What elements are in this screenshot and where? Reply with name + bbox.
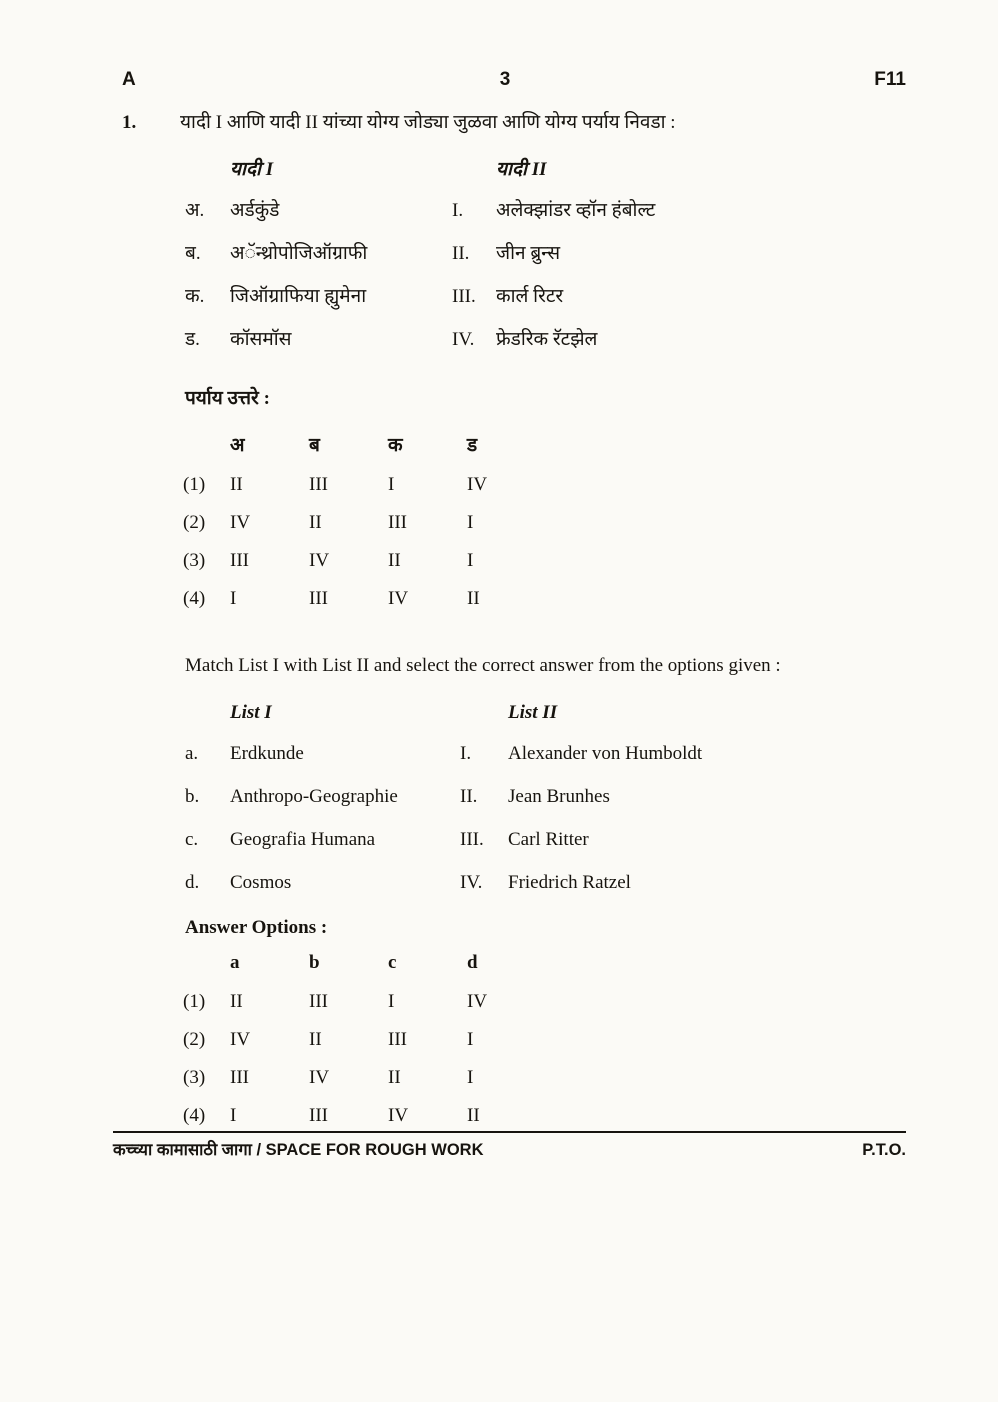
marathi-match-row — [185, 242, 906, 265]
list2-item-label: I. — [452, 200, 464, 221]
english-match-row — [185, 785, 906, 808]
marathi-match-row — [185, 285, 906, 308]
list1-item-label: c. — [185, 829, 199, 850]
option-value: I — [230, 588, 237, 609]
option-value: III — [309, 991, 328, 1012]
marathi-match-row — [185, 328, 906, 351]
option-value: II — [388, 550, 401, 571]
list2-item-text: Carl Ritter — [508, 829, 589, 850]
option-value: I — [467, 1029, 474, 1050]
option-value: IV — [467, 474, 488, 495]
option-number: (3) — [183, 1067, 206, 1088]
english-match-row — [185, 742, 906, 765]
option-value: IV — [388, 588, 409, 609]
options-column-header: a — [230, 952, 240, 973]
option-number: (2) — [183, 512, 206, 533]
options-column-header: d — [467, 952, 478, 973]
option-value: III — [309, 474, 328, 495]
list1-item-text: Cosmos — [230, 872, 292, 893]
options-column-header: b — [309, 952, 320, 973]
list2-item-text: Jean Brunhes — [508, 786, 610, 807]
option-number: (4) — [183, 1105, 206, 1126]
list1-item-text: अर्डकुंडे — [230, 200, 280, 221]
list2-item-text: Alexander von Humboldt — [508, 743, 703, 764]
pto-label: P.T.O. — [862, 1141, 906, 1159]
option-value: IV — [230, 512, 251, 533]
options-column-header: क — [388, 435, 403, 456]
option-number: (1) — [183, 991, 206, 1012]
option-value: IV — [388, 1105, 409, 1126]
marathi-options-columns — [183, 434, 906, 457]
list1-item-label: d. — [185, 872, 200, 893]
list2-item-text: Friedrich Ratzel — [508, 872, 631, 893]
option-number: (1) — [183, 474, 206, 495]
list2-item-label: IV. — [452, 329, 475, 350]
list1-item-text: जिऑग्राफिया ह्युमेना — [230, 286, 367, 307]
set-code: A — [122, 69, 136, 90]
list1-item-label: a. — [185, 743, 199, 764]
option-row — [183, 1028, 906, 1051]
option-row — [183, 587, 906, 610]
english-list-titles — [185, 701, 906, 724]
options-column-header: अ — [230, 435, 245, 456]
rough-work-label: कच्च्या कामासाठी जागा / SPACE FOR ROUGH WORK — [113, 1141, 484, 1159]
page-header — [122, 68, 906, 91]
option-value: I — [388, 991, 395, 1012]
question-row — [122, 111, 906, 134]
option-value: IV — [309, 1067, 330, 1088]
marathi-options-table — [183, 434, 906, 610]
page-number: 3 — [499, 69, 511, 90]
list1-item-text: Geografia Humana — [230, 829, 376, 850]
english-list1-title: List I — [230, 702, 272, 723]
list1-item-label: क. — [185, 286, 205, 307]
option-value: IV — [230, 1029, 251, 1050]
list2-item-label: II. — [460, 786, 478, 807]
option-value: I — [467, 512, 474, 533]
option-value: II — [467, 1105, 480, 1126]
option-value: I — [467, 1067, 474, 1088]
english-match-section — [185, 701, 906, 894]
option-value: III — [309, 1105, 328, 1126]
marathi-list-titles — [185, 158, 906, 181]
option-value: II — [467, 588, 480, 609]
list2-item-label: II. — [452, 243, 470, 264]
option-row — [183, 990, 906, 1013]
option-value: III — [309, 588, 328, 609]
english-options-table — [183, 951, 906, 1127]
option-value: I — [467, 550, 474, 571]
list2-item-label: III. — [460, 829, 484, 850]
option-row — [183, 1104, 906, 1127]
options-column-header: c — [388, 952, 397, 973]
english-options-columns — [183, 951, 906, 974]
option-value: III — [230, 550, 249, 571]
paper-code: F11 — [874, 69, 906, 90]
option-value: IV — [309, 550, 330, 571]
english-options-heading: Answer Options : — [185, 917, 328, 938]
option-row — [183, 473, 906, 496]
option-number: (3) — [183, 550, 206, 571]
list2-item-text: कार्ल रिटर — [496, 286, 564, 307]
english-list2-title: List II — [508, 702, 558, 723]
page-footer — [113, 1131, 906, 1162]
option-value: IV — [467, 991, 488, 1012]
option-value: I — [388, 474, 395, 495]
option-row — [183, 549, 906, 572]
list2-item-label: I. — [460, 743, 472, 764]
list1-item-label: ब. — [185, 243, 201, 264]
list2-item-text: फ्रेडरिक रॅटझेल — [496, 329, 598, 350]
english-match-row — [185, 871, 906, 894]
marathi-list2-title: यादी II — [496, 159, 547, 180]
option-value: II — [230, 991, 243, 1012]
list1-item-label: अ. — [185, 200, 205, 221]
options-column-header: ब — [309, 435, 320, 456]
option-value: II — [309, 512, 322, 533]
option-value: II — [230, 474, 243, 495]
list2-item-label: IV. — [460, 872, 483, 893]
option-value: III — [388, 1029, 407, 1050]
option-value: II — [309, 1029, 322, 1050]
list1-item-text: Erdkunde — [230, 743, 304, 764]
marathi-options-heading: पर्याय उत्तरे : — [185, 388, 270, 409]
list1-item-text: Anthropo-Geographie — [230, 786, 398, 807]
list1-item-text: कॉसमॉस — [230, 329, 292, 350]
list2-item-label: III. — [452, 286, 476, 307]
question-prompt-marathi: यादी I आणि यादी II यांच्या योग्य जोड्या जुळवा आणि योग्य पर्याय निवडा : — [180, 112, 676, 133]
option-value: III — [230, 1067, 249, 1088]
list1-item-text: अॅन्थ्रोपोजिऑग्राफी — [230, 243, 368, 264]
option-number: (2) — [183, 1029, 206, 1050]
option-value: I — [230, 1105, 237, 1126]
option-number: (4) — [183, 588, 206, 609]
marathi-match-section — [185, 158, 906, 351]
list2-item-text: अलेक्झांडर व्हॉन हंबोल्ट — [496, 200, 656, 221]
english-match-row — [185, 828, 906, 851]
list1-item-label: b. — [185, 786, 200, 807]
option-value: II — [388, 1067, 401, 1088]
option-row — [183, 511, 906, 534]
option-row — [183, 1066, 906, 1089]
list1-item-label: ड. — [185, 329, 200, 350]
question-prompt-english: Match List I with List II and select the correct answer from the options given : — [185, 655, 781, 676]
list2-item-text: जीन ब्रुन्स — [496, 243, 561, 264]
question-number: 1. — [122, 112, 137, 133]
options-column-header: ड — [467, 435, 478, 456]
marathi-match-row — [185, 199, 906, 222]
marathi-list1-title: यादी I — [230, 159, 274, 180]
option-value: III — [388, 512, 407, 533]
